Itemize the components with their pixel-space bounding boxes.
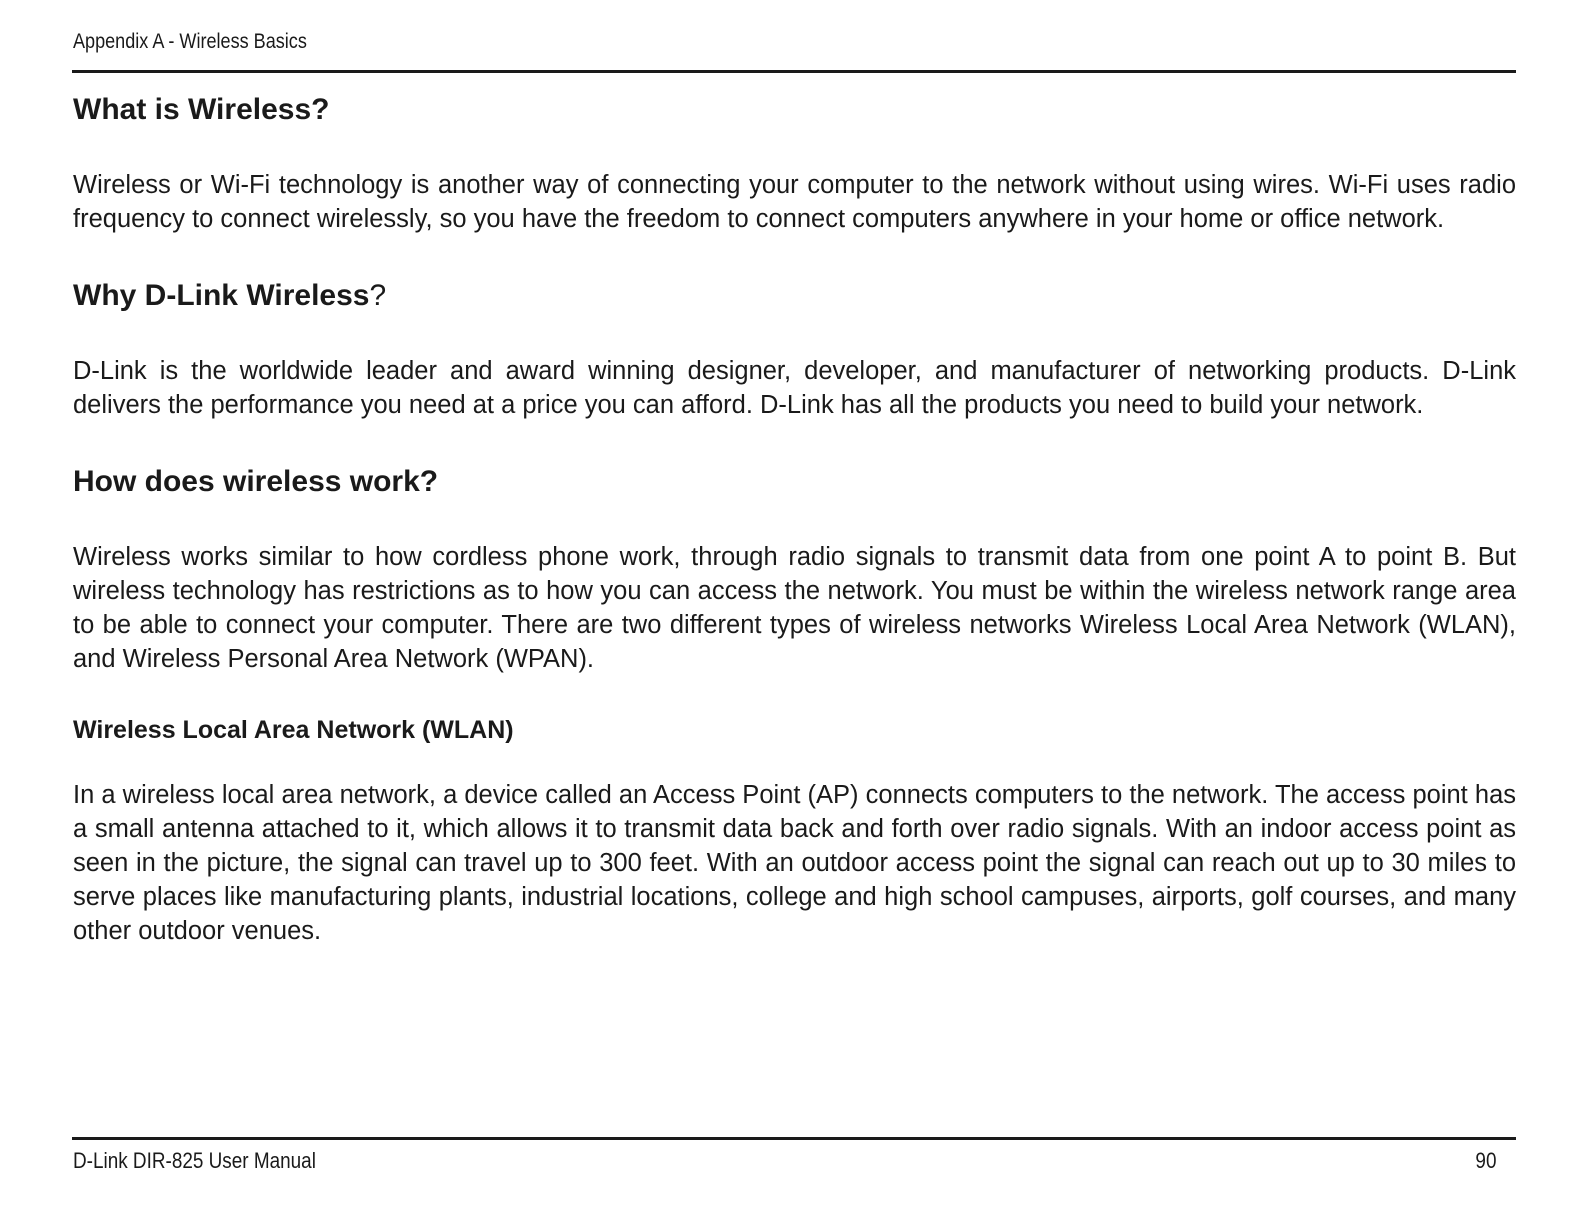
footer-divider [72,1137,1516,1140]
heading-why-dlink-bold: Why D-Link Wireless [73,279,370,312]
paragraph-what-is-wireless: Wireless or Wi-Fi technology is another way of connecting your computer to the network without using wires. Wi-Fi uses radio frequency to connect wirelessly, so you have the freedom to connect computers anywhere in your home or office network. [73,171,1516,233]
heading-wlan: Wireless Local Area Network (WLAN) [73,716,514,744]
heading-why-dlink-mark: ? [369,279,387,312]
paragraph-how-wireless-works: Wireless works similar to how cordless phone work, through radio signals to transmit data from one point A to point B. But wireless technology has restrictions as to how you can access the network. You must be within the wireless network range area to be able to connect your computer. There are two different types of wireless networks Wireless Local Area Network (WLAN), and Wireless Personal Area Network (WPAN). [73,543,1516,673]
page-number: 90 [1474,1148,1496,1173]
paragraph-wlan: In a wireless local area network, a device called an Access Point (AP) connects computers to the network. The access point has a small antenna attached to it, which allows it to transmit data back and forth over radio signals. With an indoor access point as seen in the picture, the signal can travel up to 300 feet. With an outdoor access point the signal can reach out up to 30 miles to serve places like manufacturing plants, industrial locations, college and high school campuses, airports, golf courses, and many other outdoor venues. [73,781,1516,945]
header-divider [72,70,1516,73]
paragraph-why-dlink-wireless: D-Link is the worldwide leader and award winning designer, developer, and manufacturer of networking products. D-Link delivers the performance you need at a price you can afford. D-Link has all the products you need to build your network. [73,357,1516,419]
running-header: Appendix A - Wireless Basics [73,30,307,53]
page-content [73,88,1516,948]
heading-how-wireless-works: How does wireless work? [73,465,439,498]
heading-why-dlink-wireless [73,274,1516,318]
heading-what-is-wireless: What is Wireless? [73,93,330,126]
running-footer: D-Link DIR-825 User Manual [73,1148,316,1173]
